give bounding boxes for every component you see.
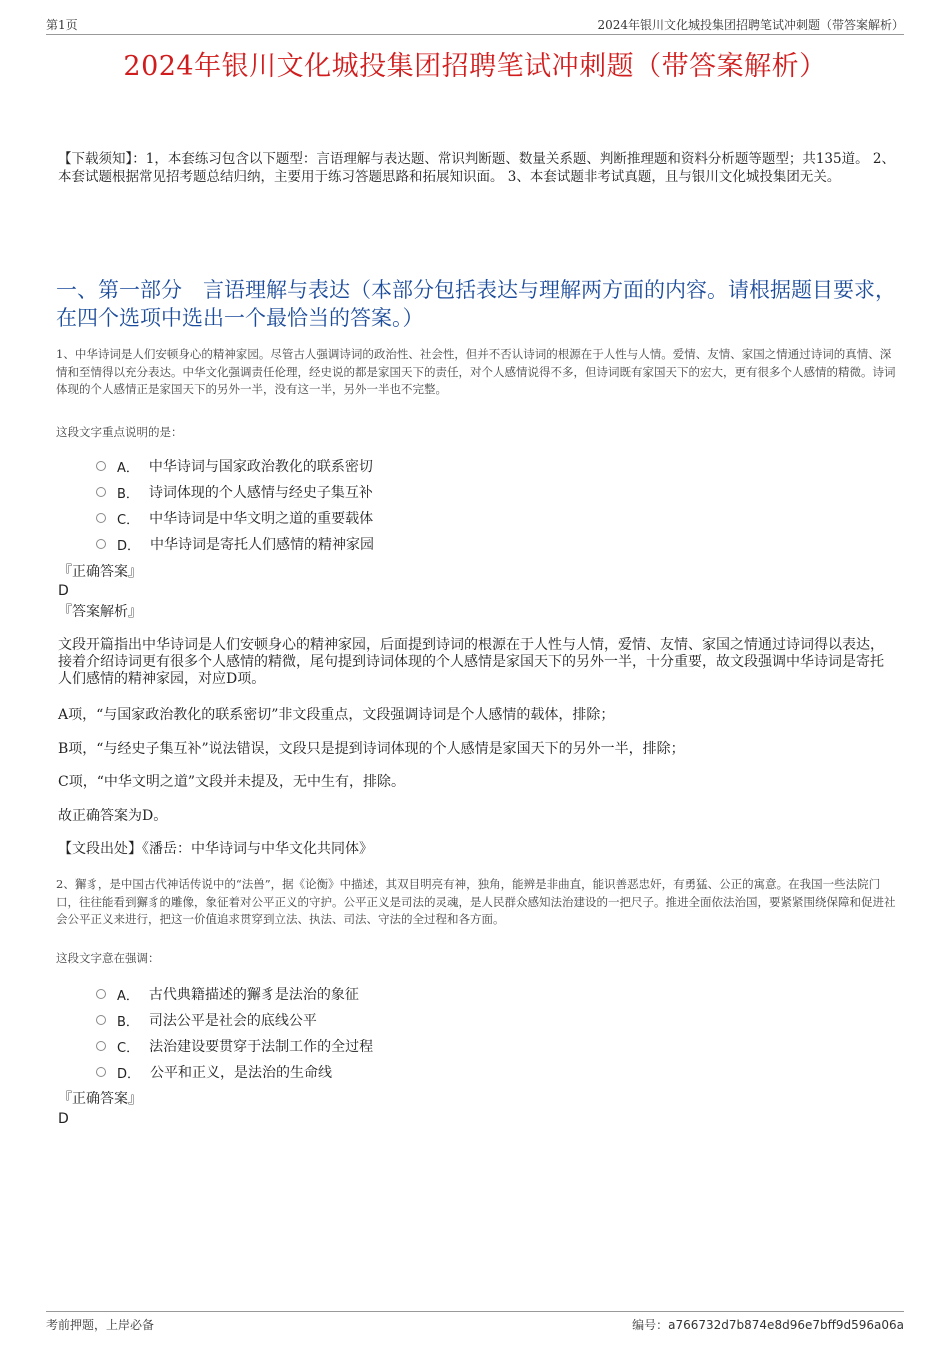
page-header — [46, 14, 904, 35]
option-b[interactable]: B． 诗词体现的个人感情与经史子集互补 — [96, 479, 796, 505]
source-citation: 【文段出处】《潘岳：中华诗词与中华文化共同体》 — [58, 841, 373, 857]
option-c[interactable]: C． 法治建设要贯穿于法制工作的全过程 — [96, 1033, 796, 1059]
analysis-option-a: A项，“与国家政治教化的联系密切”非文段重点，文段强调诗词是个人感情的载体，排除； — [58, 707, 615, 723]
analysis-conclusion: 故正确答案为D。 — [58, 808, 168, 824]
page-footer — [46, 1311, 904, 1334]
answer-value: D — [58, 583, 69, 599]
radio-icon[interactable] — [96, 1015, 106, 1025]
question-2-prompt: 这段文字意在强调： — [56, 951, 160, 965]
option-b[interactable]: B． 司法公平是社会的底线公平 — [96, 1007, 796, 1033]
document-code: 编号：a766732d7b874e8d96e7bff9d596a06a — [632, 1318, 904, 1332]
section-heading: 一、第一部分 言语理解与表达（本部分包括表达与理解两方面的内容。请根据题目要求，在四个选项中选出一个最恰当的答案。） — [56, 278, 896, 330]
radio-icon[interactable] — [96, 539, 106, 549]
radio-icon[interactable] — [96, 1067, 106, 1077]
radio-icon[interactable] — [96, 513, 106, 523]
option-a[interactable]: A． 古代典籍描述的獬豸是法治的象征 — [96, 981, 796, 1007]
radio-icon[interactable] — [96, 487, 106, 497]
answer-label: 『正确答案』 — [58, 564, 142, 580]
option-d[interactable]: D． 公平和正义，是法治的生命线 — [96, 1059, 796, 1085]
radio-icon[interactable] — [96, 989, 106, 999]
analysis-paragraph: 文段开篇指出中华诗词是人们安顿身心的精神家园，后面提到诗词的根源在于人性与人情，爱情、友情、家国之情通过诗词得以表达，接着介绍诗词更有很多个人感情的精微，尾句提到诗词体现的个人感情是家国天下的另外一半，十分重要，故文段强调中华诗词是寄托人们感情的精神家园，对应D项。 — [58, 637, 884, 687]
radio-icon[interactable] — [96, 1041, 106, 1051]
option-a[interactable]: A． 中华诗词与国家政治教化的联系密切 — [96, 453, 796, 479]
document-title: 2024年银川文化城投集团招聘笔试冲刺题（带答案解析） — [123, 51, 827, 82]
question-1-options — [96, 453, 796, 557]
answer-label: 『正确答案』 — [58, 1091, 142, 1107]
question-1-prompt: 这段文字重点说明的是： — [56, 425, 183, 439]
analysis-option-c: C项，“中华文明之道”文段并未提及，无中生有，排除。 — [58, 774, 406, 790]
radio-icon[interactable] — [96, 461, 106, 471]
question-1-text: 1、中华诗词是人们安顿身心的精神家园。尽管古人强调诗词的政治性、社会性，但并不否认诗词的根源在于人性与人情。爱情、友情、家国之情通过诗词的真情、深情和至情得以充分表达。中华文化强调责任伦理，经史说的都是家国天下的责任，对个人感情说得不多，但诗词既有家国天下的宏大，更有很多个人感情的精微。诗词体现的个人感情正是家国天下的另外一半，没有这一半，另外一半也不完整。 — [56, 347, 896, 396]
analysis-label: 『答案解析』 — [58, 604, 142, 620]
option-d[interactable]: D． 中华诗词是寄托人们感情的精神家园 — [96, 531, 796, 557]
answer-value: D — [58, 1111, 69, 1127]
page-number: 第1页 — [46, 18, 78, 32]
option-c[interactable]: C． 中华诗词是中华文明之道的重要载体 — [96, 505, 796, 531]
header-doc-title: 2024年银川文化城投集团招聘笔试冲刺题（带答案解析） — [597, 18, 904, 32]
footer-slogan: 考前押题，上岸必备 — [46, 1318, 155, 1332]
analysis-option-b: B项，“与经史子集互补”说法错误，文段只是提到诗词体现的个人感情是家国天下的另外一半，排除； — [58, 741, 685, 757]
download-notice: 【下载须知】：1，本套练习包含以下题型：言语理解与表达题、常识判断题、数量关系题、判断推理题和资料分析题等题型；共135道。 2、本套试题根据常见招考题总结归纳，主要用于练习答题思路和拓展知识面。 3、本套试题非考试真题，且与银川文化城投集团无关。 — [58, 151, 895, 185]
question-2-text: 2、獬豸，是中国古代神话传说中的“法兽”，据《论衡》中描述，其双目明亮有神，独角，能辨是非曲直，能识善恶忠奸，有勇猛、公正的寓意。在我国一些法院门口，往往能看到獬豸的雕像，象征着对公平正义的守护。公平正义是司法的灵魂，是人民群众感知法治建设的一把尺子。推进全面依法治国，要紧紧围绕保障和促进社会公平正义来进行，把这一价值追求贯穿到立法、执法、司法、守法的全过程和各方面。 — [56, 877, 896, 926]
question-2-options — [96, 981, 796, 1085]
